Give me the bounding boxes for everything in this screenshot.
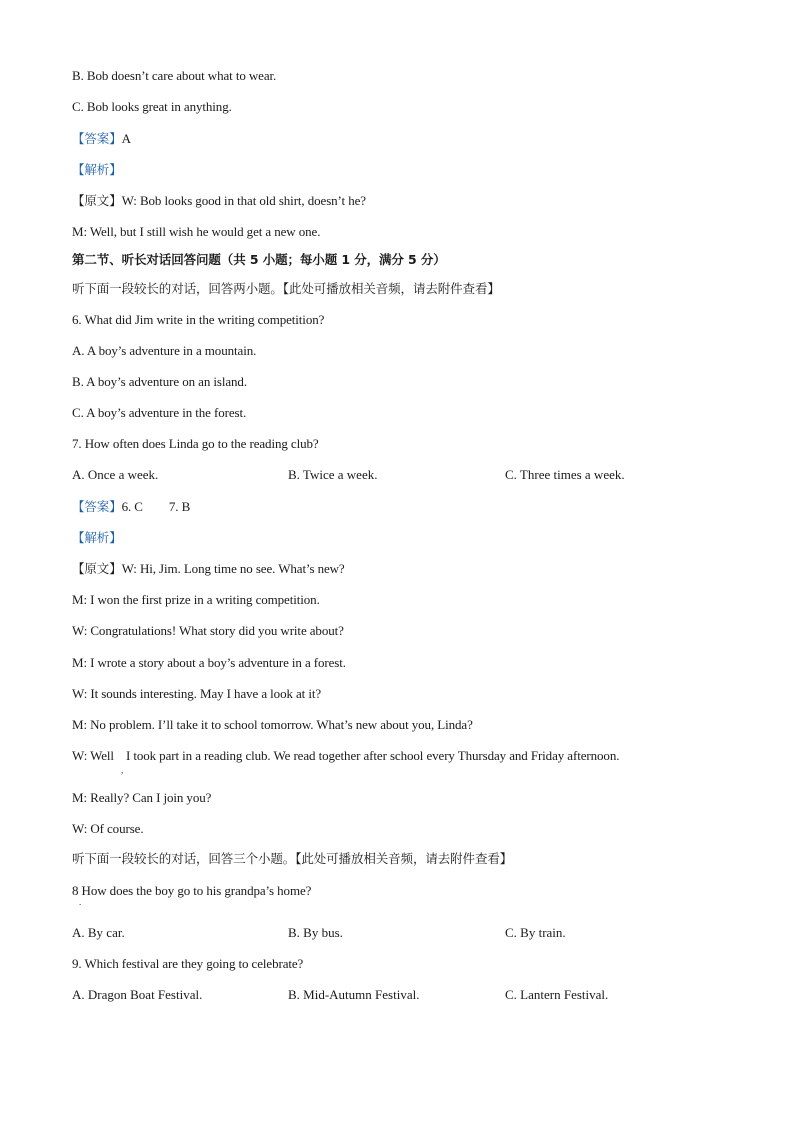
q6-option-a: A. A boy’s adventure in a mountain. bbox=[72, 343, 257, 358]
script67-line-4: M: I wrote a story about a boy’s adventure in a forest. bbox=[72, 655, 346, 670]
q7-option-c: C. Three times a week. bbox=[505, 467, 625, 482]
analysis-tag: 【解析】 bbox=[72, 530, 122, 545]
script-tag: 【原文】 bbox=[72, 561, 122, 576]
section-2-title: 第二节、听长对话回答问题（共 5 小题；每小题 1 分，满分 5 分） bbox=[72, 252, 446, 267]
instruction-2: 听下面一段较长的对话，回答三个小题。【此处可播放相关音频，请去附件查看】 bbox=[72, 851, 513, 866]
q6-question: 6. What did Jim write in the writing competition? bbox=[72, 312, 325, 327]
script67-line-5: W: It sounds interesting. May I have a look at it? bbox=[72, 686, 322, 701]
script-text: I took part in a reading club. We read together after school every Thursday and Friday afternoon. bbox=[125, 748, 620, 763]
stray-dot-mark: . bbox=[79, 897, 82, 907]
q5-script-line-2: M: Well, but I still wish he would get a new one. bbox=[72, 224, 321, 239]
q5-script-line-1 bbox=[72, 193, 366, 209]
q5-answer bbox=[72, 131, 131, 147]
q9-option-c: C. Lantern Festival. bbox=[505, 987, 609, 1002]
script67-line-7 bbox=[72, 748, 619, 764]
answer-6: 6. C bbox=[121, 499, 143, 514]
q8-option-a: A. By car. bbox=[72, 925, 125, 940]
q8-options bbox=[72, 925, 772, 941]
script67-line-1 bbox=[72, 561, 345, 577]
q9-option-a: A. Dragon Boat Festival. bbox=[72, 987, 203, 1002]
answer-7: 7. B bbox=[168, 499, 191, 514]
script-tag: 【原文】 bbox=[72, 193, 122, 208]
answer-value: A bbox=[121, 131, 131, 146]
q7-question: 7. How often does Linda go to the reading club? bbox=[72, 436, 319, 451]
q5-option-c: C. Bob looks great in anything. bbox=[72, 99, 232, 114]
q67-answer bbox=[72, 499, 190, 515]
answer-tag: 【答案】 bbox=[72, 499, 122, 514]
section-2-instruction: 听下面一段较长的对话，回答两小题。【此处可播放相关音频，请去附件查看】 bbox=[72, 281, 500, 296]
q9-options bbox=[72, 987, 772, 1003]
q8-option-c: C. By train. bbox=[505, 925, 566, 940]
script67-line-3: W: Congratulations! What story did you write about? bbox=[72, 623, 344, 638]
q7-options bbox=[72, 467, 772, 483]
q7-option-b: B. Twice a week. bbox=[288, 467, 378, 482]
script-text: W: Hi, Jim. Long time no see. What’s new? bbox=[121, 561, 345, 576]
script67-line-2: M: I won the first prize in a writing competition. bbox=[72, 592, 320, 607]
script-speaker: W: Well bbox=[72, 748, 114, 763]
script67-line-6: M: No problem. I’ll take it to school tomorrow. What’s new about you, Linda? bbox=[72, 717, 473, 732]
q5-option-b: B. Bob doesn’t care about what to wear. bbox=[72, 68, 277, 83]
script67-line-8: M: Really? Can I join you? bbox=[72, 790, 212, 805]
answer-tag: 【答案】 bbox=[72, 131, 122, 146]
stray-comma-mark: , bbox=[121, 765, 124, 775]
q67-analysis bbox=[72, 530, 122, 546]
q9-question: 9. Which festival are they going to celebrate? bbox=[72, 956, 304, 971]
q8-question: 8 How does the boy go to his grandpa’s home? bbox=[72, 883, 312, 898]
q6-option-c: C. A boy’s adventure in the forest. bbox=[72, 405, 247, 420]
q5-analysis bbox=[72, 162, 122, 178]
q6-option-b: B. A boy’s adventure on an island. bbox=[72, 374, 247, 389]
script-text: W: Bob looks good in that old shirt, doesn’t he? bbox=[121, 193, 366, 208]
analysis-tag: 【解析】 bbox=[72, 162, 122, 177]
q9-option-b: B. Mid-Autumn Festival. bbox=[288, 987, 420, 1002]
q8-option-b: B. By bus. bbox=[288, 925, 343, 940]
q7-option-a: A. Once a week. bbox=[72, 467, 159, 482]
script67-line-9: W: Of course. bbox=[72, 821, 144, 836]
